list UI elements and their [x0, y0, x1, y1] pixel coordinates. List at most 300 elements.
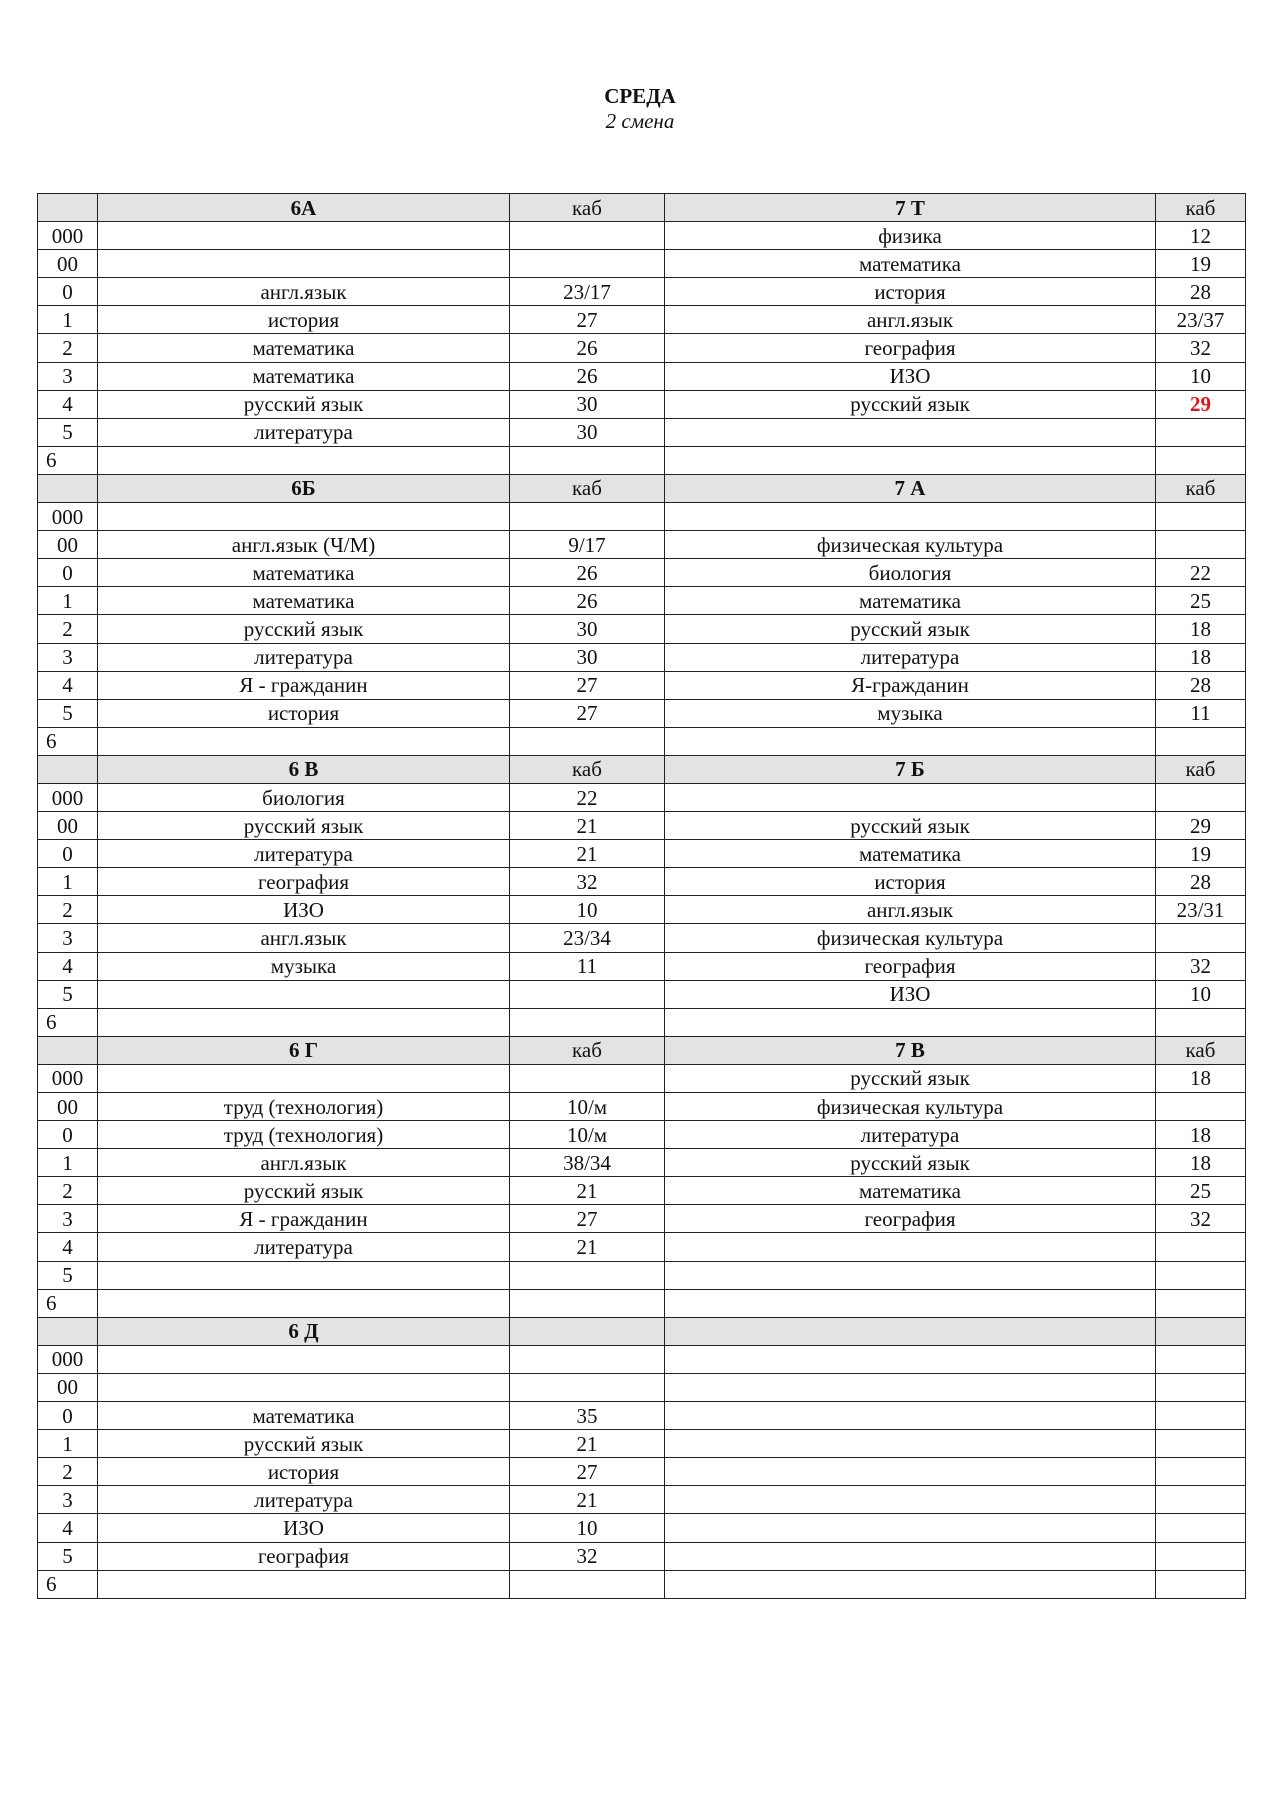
lesson-row — [38, 1458, 1246, 1486]
room-cell — [1156, 1373, 1246, 1401]
subject-cell: русский язык — [665, 1149, 1156, 1177]
class-name: 6Б — [98, 474, 510, 502]
room-cell — [510, 503, 665, 531]
subject-cell: география — [665, 1205, 1156, 1233]
period-number: 6 — [38, 446, 98, 474]
room-cell — [510, 446, 665, 474]
subject-cell — [98, 727, 510, 755]
period-number: 3 — [38, 1205, 98, 1233]
lesson-row — [38, 615, 1246, 643]
room-cell — [510, 980, 665, 1008]
room-cell: 23/37 — [1156, 306, 1246, 334]
subject-cell — [98, 980, 510, 1008]
room-cell: 23/34 — [510, 924, 665, 952]
class-name: 7 Б — [665, 755, 1156, 783]
subject-cell: математика — [98, 559, 510, 587]
subject-cell — [665, 1289, 1156, 1317]
room-cell: 18 — [1156, 643, 1246, 671]
subject-cell — [98, 1008, 510, 1036]
subject-cell: англ.язык — [665, 896, 1156, 924]
subject-cell: история — [98, 306, 510, 334]
class-name: 6 Д — [98, 1317, 510, 1345]
room-cell: 21 — [510, 840, 665, 868]
room-cell: 21 — [510, 812, 665, 840]
subject-cell — [665, 1008, 1156, 1036]
period-number: 00 — [38, 1373, 98, 1401]
lesson-row — [38, 671, 1246, 699]
room-cell — [1156, 924, 1246, 952]
lesson-row — [38, 334, 1246, 362]
room-cell — [1156, 1345, 1246, 1373]
header-corner-cell — [38, 474, 98, 502]
room-cell: 10 — [1156, 362, 1246, 390]
subject-cell: русский язык — [98, 812, 510, 840]
lesson-row — [38, 699, 1246, 727]
subject-cell: русский язык — [665, 1064, 1156, 1092]
room-cell — [1156, 1289, 1246, 1317]
subject-cell: история — [98, 1458, 510, 1486]
period-number: 00 — [38, 1093, 98, 1121]
room-cell: 21 — [510, 1430, 665, 1458]
subject-cell — [98, 250, 510, 278]
subject-cell: география — [98, 868, 510, 896]
period-number: 1 — [38, 306, 98, 334]
subject-cell — [98, 1261, 510, 1289]
lesson-row — [38, 980, 1246, 1008]
room-cell — [1156, 727, 1246, 755]
period-number: 4 — [38, 1514, 98, 1542]
class-name: 7 Т — [665, 194, 1156, 222]
subject-cell: Я-гражданин — [665, 671, 1156, 699]
subject-cell: литература — [98, 840, 510, 868]
lesson-row — [38, 727, 1246, 755]
subject-cell: русский язык — [665, 390, 1156, 418]
subject-cell: русский язык — [98, 615, 510, 643]
period-number: 0 — [38, 1121, 98, 1149]
room-column-header: каб — [510, 755, 665, 783]
room-cell — [1156, 1233, 1246, 1261]
page-header — [0, 84, 1280, 134]
lesson-row — [38, 503, 1246, 531]
room-column-header: каб — [1156, 1036, 1246, 1064]
subject-cell: русский язык — [98, 390, 510, 418]
room-cell: 12 — [1156, 222, 1246, 250]
subject-cell: ИЗО — [665, 362, 1156, 390]
lesson-row — [38, 1514, 1246, 1542]
subject-cell — [98, 503, 510, 531]
subject-cell: физика — [665, 222, 1156, 250]
lesson-row — [38, 222, 1246, 250]
subject-cell: история — [98, 699, 510, 727]
room-cell — [1156, 1093, 1246, 1121]
lesson-row — [38, 1345, 1246, 1373]
room-cell: 10 — [510, 896, 665, 924]
lesson-row — [38, 362, 1246, 390]
subject-cell — [665, 1345, 1156, 1373]
subject-cell — [98, 1064, 510, 1092]
subject-cell: математика — [98, 362, 510, 390]
room-cell: 26 — [510, 334, 665, 362]
room-cell: 27 — [510, 1458, 665, 1486]
lesson-row — [38, 1289, 1246, 1317]
period-number: 4 — [38, 952, 98, 980]
period-number: 1 — [38, 1430, 98, 1458]
subject-cell: музыка — [98, 952, 510, 980]
lesson-row — [38, 868, 1246, 896]
room-cell: 10 — [510, 1514, 665, 1542]
room-column-header — [510, 1317, 665, 1345]
subject-cell: труд (технология) — [98, 1093, 510, 1121]
lesson-row — [38, 1177, 1246, 1205]
lesson-row — [38, 783, 1246, 811]
subject-cell: Я - гражданин — [98, 671, 510, 699]
subject-cell: математика — [98, 334, 510, 362]
period-number: 2 — [38, 896, 98, 924]
subject-cell — [665, 1486, 1156, 1514]
room-cell: 9/17 — [510, 531, 665, 559]
room-cell: 30 — [510, 418, 665, 446]
room-cell: 32 — [510, 868, 665, 896]
subject-cell: музыка — [665, 699, 1156, 727]
schedule-table — [37, 193, 1246, 1599]
subject-cell: математика — [665, 250, 1156, 278]
period-number: 3 — [38, 362, 98, 390]
subject-cell: литература — [665, 643, 1156, 671]
period-number: 1 — [38, 1149, 98, 1177]
period-number: 0 — [38, 559, 98, 587]
subject-cell: биология — [98, 783, 510, 811]
period-number: 000 — [38, 503, 98, 531]
period-number: 6 — [38, 727, 98, 755]
header-corner-cell — [38, 194, 98, 222]
subject-cell — [665, 727, 1156, 755]
period-number: 0 — [38, 840, 98, 868]
period-number: 4 — [38, 1233, 98, 1261]
room-cell — [1156, 1486, 1246, 1514]
room-cell: 30 — [510, 643, 665, 671]
room-cell — [1156, 446, 1246, 474]
period-number: 000 — [38, 783, 98, 811]
lesson-row — [38, 1542, 1246, 1570]
lesson-row — [38, 1121, 1246, 1149]
room-cell: 27 — [510, 671, 665, 699]
room-cell: 28 — [1156, 868, 1246, 896]
class-name: 6 Г — [98, 1036, 510, 1064]
period-number: 3 — [38, 1486, 98, 1514]
period-number: 00 — [38, 250, 98, 278]
lesson-row — [38, 1064, 1246, 1092]
period-number: 2 — [38, 1458, 98, 1486]
room-cell — [1156, 1542, 1246, 1570]
lesson-row — [38, 812, 1246, 840]
room-column-header: каб — [510, 194, 665, 222]
subject-cell — [665, 1233, 1156, 1261]
room-cell: 18 — [1156, 615, 1246, 643]
lesson-row — [38, 643, 1246, 671]
room-cell: 32 — [1156, 1205, 1246, 1233]
period-number: 5 — [38, 1542, 98, 1570]
subject-cell — [665, 1514, 1156, 1542]
class-header-row — [38, 1036, 1246, 1064]
class-header-row — [38, 474, 1246, 502]
subject-cell: география — [665, 952, 1156, 980]
room-cell: 32 — [1156, 334, 1246, 362]
period-number: 4 — [38, 671, 98, 699]
period-number: 6 — [38, 1289, 98, 1317]
room-cell: 26 — [510, 362, 665, 390]
subject-cell: литература — [98, 1486, 510, 1514]
period-number: 2 — [38, 334, 98, 362]
room-cell: 21 — [510, 1177, 665, 1205]
subject-cell — [98, 1345, 510, 1373]
subject-cell: математика — [98, 587, 510, 615]
room-cell: 19 — [1156, 250, 1246, 278]
subject-cell — [98, 1289, 510, 1317]
room-cell: 25 — [1156, 1177, 1246, 1205]
lesson-row — [38, 1261, 1246, 1289]
room-cell — [1156, 1570, 1246, 1598]
subject-cell — [665, 1458, 1156, 1486]
lesson-row — [38, 390, 1246, 418]
subject-cell: русский язык — [665, 615, 1156, 643]
subject-cell — [665, 418, 1156, 446]
page-subtitle: 2 смена — [605, 109, 675, 133]
room-cell: 21 — [510, 1486, 665, 1514]
subject-cell: математика — [665, 840, 1156, 868]
period-number: 2 — [38, 615, 98, 643]
room-cell: 18 — [1156, 1121, 1246, 1149]
room-cell: 27 — [510, 306, 665, 334]
period-number: 6 — [38, 1570, 98, 1598]
room-cell — [510, 1261, 665, 1289]
room-cell — [1156, 418, 1246, 446]
subject-cell — [665, 1261, 1156, 1289]
subject-cell: география — [665, 334, 1156, 362]
subject-cell — [665, 1402, 1156, 1430]
subject-cell: ИЗО — [98, 896, 510, 924]
room-cell — [510, 1289, 665, 1317]
subject-cell — [98, 222, 510, 250]
room-cell: 25 — [1156, 587, 1246, 615]
subject-cell: русский язык — [665, 812, 1156, 840]
room-cell — [510, 1345, 665, 1373]
room-cell: 23/31 — [1156, 896, 1246, 924]
subject-cell — [98, 1373, 510, 1401]
room-cell — [1156, 531, 1246, 559]
subject-cell — [665, 1373, 1156, 1401]
room-cell: 29 — [1156, 812, 1246, 840]
class-name: 6А — [98, 194, 510, 222]
lesson-row — [38, 952, 1246, 980]
room-cell — [1156, 1514, 1246, 1542]
period-number: 5 — [38, 699, 98, 727]
subject-cell — [665, 1430, 1156, 1458]
room-cell: 29 — [1156, 390, 1246, 418]
subject-cell — [665, 1542, 1156, 1570]
room-cell: 30 — [510, 615, 665, 643]
class-header-row — [38, 1317, 1246, 1345]
lesson-row — [38, 896, 1246, 924]
class-name — [665, 1317, 1156, 1345]
room-cell — [510, 222, 665, 250]
room-cell: 10/м — [510, 1093, 665, 1121]
room-cell: 30 — [510, 390, 665, 418]
subject-cell: математика — [98, 1402, 510, 1430]
subject-cell: физическая культура — [665, 1093, 1156, 1121]
lesson-row — [38, 306, 1246, 334]
room-cell — [1156, 1008, 1246, 1036]
room-cell: 22 — [1156, 559, 1246, 587]
room-cell: 28 — [1156, 278, 1246, 306]
lesson-row — [38, 559, 1246, 587]
room-column-header — [1156, 1317, 1246, 1345]
room-cell: 11 — [510, 952, 665, 980]
room-cell: 28 — [1156, 671, 1246, 699]
subject-cell: англ.язык — [98, 1149, 510, 1177]
room-cell: 10/м — [510, 1121, 665, 1149]
period-number: 0 — [38, 278, 98, 306]
period-number: 000 — [38, 222, 98, 250]
room-cell — [510, 1373, 665, 1401]
subject-cell — [665, 446, 1156, 474]
subject-cell: литература — [98, 1233, 510, 1261]
lesson-row — [38, 840, 1246, 868]
room-cell — [1156, 1402, 1246, 1430]
lesson-row — [38, 1205, 1246, 1233]
room-cell: 38/34 — [510, 1149, 665, 1177]
subject-cell: труд (технология) — [98, 1121, 510, 1149]
room-cell — [1156, 1458, 1246, 1486]
room-cell — [1156, 1261, 1246, 1289]
period-number: 1 — [38, 587, 98, 615]
subject-cell: литература — [98, 418, 510, 446]
room-cell: 19 — [1156, 840, 1246, 868]
lesson-row — [38, 1570, 1246, 1598]
subject-cell — [665, 783, 1156, 811]
room-cell: 23/17 — [510, 278, 665, 306]
lesson-row — [38, 1093, 1246, 1121]
subject-cell: математика — [665, 1177, 1156, 1205]
class-header-row — [38, 755, 1246, 783]
lesson-row — [38, 531, 1246, 559]
period-number: 000 — [38, 1345, 98, 1373]
room-cell: 27 — [510, 1205, 665, 1233]
period-number: 1 — [38, 868, 98, 896]
room-column-header: каб — [1156, 194, 1246, 222]
period-number: 5 — [38, 418, 98, 446]
subject-cell: литература — [98, 643, 510, 671]
subject-cell: ИЗО — [98, 1514, 510, 1542]
room-cell — [1156, 503, 1246, 531]
room-column-header: каб — [510, 1036, 665, 1064]
subject-cell: ИЗО — [665, 980, 1156, 1008]
subject-cell: математика — [665, 587, 1156, 615]
period-number: 6 — [38, 1008, 98, 1036]
class-name: 7 В — [665, 1036, 1156, 1064]
subject-cell — [98, 446, 510, 474]
subject-cell: физическая культура — [665, 924, 1156, 952]
room-cell: 11 — [1156, 699, 1246, 727]
lesson-row — [38, 1402, 1246, 1430]
period-number: 2 — [38, 1177, 98, 1205]
subject-cell: литература — [665, 1121, 1156, 1149]
class-name: 7 А — [665, 474, 1156, 502]
room-column-header: каб — [510, 474, 665, 502]
header-corner-cell — [38, 755, 98, 783]
period-number: 00 — [38, 531, 98, 559]
period-number: 00 — [38, 812, 98, 840]
subject-cell: Я - гражданин — [98, 1205, 510, 1233]
lesson-row — [38, 924, 1246, 952]
lesson-row — [38, 1486, 1246, 1514]
lesson-row — [38, 418, 1246, 446]
room-cell — [510, 1008, 665, 1036]
lesson-row — [38, 446, 1246, 474]
header-corner-cell — [38, 1317, 98, 1345]
page-title: СРЕДА — [604, 84, 676, 108]
room-cell: 18 — [1156, 1064, 1246, 1092]
room-cell: 32 — [1156, 952, 1246, 980]
lesson-row — [38, 278, 1246, 306]
period-number: 000 — [38, 1064, 98, 1092]
room-cell: 26 — [510, 587, 665, 615]
lesson-row — [38, 1233, 1246, 1261]
subject-cell: география — [98, 1542, 510, 1570]
lesson-row — [38, 587, 1246, 615]
room-cell — [510, 1570, 665, 1598]
lesson-row — [38, 1430, 1246, 1458]
subject-cell: англ.язык (Ч/М) — [98, 531, 510, 559]
class-header-row — [38, 194, 1246, 222]
room-cell — [510, 1064, 665, 1092]
room-column-header: каб — [1156, 474, 1246, 502]
subject-cell: биология — [665, 559, 1156, 587]
room-cell — [1156, 783, 1246, 811]
subject-cell: русский язык — [98, 1177, 510, 1205]
room-cell: 35 — [510, 1402, 665, 1430]
period-number: 0 — [38, 1402, 98, 1430]
period-number: 4 — [38, 390, 98, 418]
subject-cell: история — [665, 278, 1156, 306]
room-cell — [510, 727, 665, 755]
room-cell: 10 — [1156, 980, 1246, 1008]
subject-cell — [98, 1570, 510, 1598]
lesson-row — [38, 250, 1246, 278]
room-cell: 18 — [1156, 1149, 1246, 1177]
subject-cell — [665, 503, 1156, 531]
subject-cell: англ.язык — [98, 924, 510, 952]
room-cell — [1156, 1430, 1246, 1458]
room-cell: 27 — [510, 699, 665, 727]
period-number: 3 — [38, 643, 98, 671]
subject-cell — [665, 1570, 1156, 1598]
room-cell: 21 — [510, 1233, 665, 1261]
room-cell — [510, 250, 665, 278]
room-cell: 32 — [510, 1542, 665, 1570]
subject-cell: русский язык — [98, 1430, 510, 1458]
class-name: 6 В — [98, 755, 510, 783]
header-corner-cell — [38, 1036, 98, 1064]
subject-cell: история — [665, 868, 1156, 896]
room-cell: 22 — [510, 783, 665, 811]
room-cell: 26 — [510, 559, 665, 587]
lesson-row — [38, 1373, 1246, 1401]
subject-cell: физическая культура — [665, 531, 1156, 559]
lesson-row — [38, 1008, 1246, 1036]
subject-cell: англ.язык — [665, 306, 1156, 334]
room-column-header: каб — [1156, 755, 1246, 783]
period-number: 5 — [38, 1261, 98, 1289]
